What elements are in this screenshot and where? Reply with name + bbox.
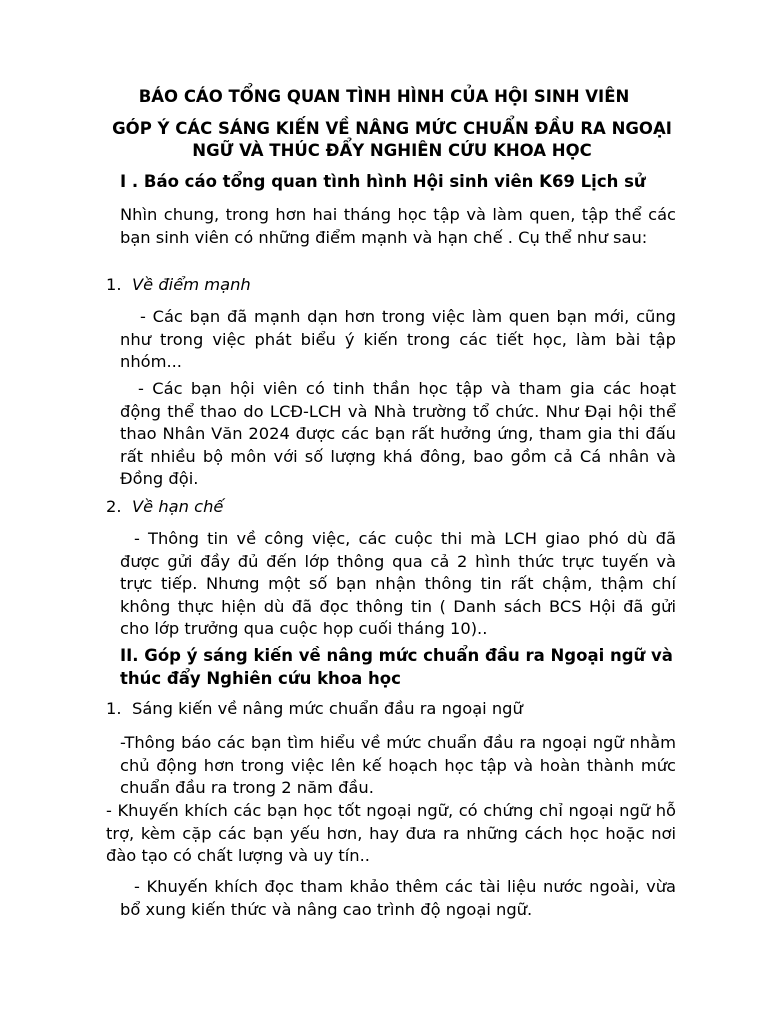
section2-heading: II. Góp ý sáng kiến về nâng mức chuẩn đầu ra Ngoại ngữ và thúc đẩy Nghiên cứu khoa học [120,646,673,688]
strength-item-1: - Các bạn đã mạnh dạn hơn trong việc làm quen bạn mới, cũng như trong việc phát biểu ý kiến trong các tiết học, làm bài tập nhóm... [120,307,676,371]
strengths-label: Về điểm mạnh [132,275,251,294]
weaknesses-label: Về hạn chế [132,497,224,516]
section1-heading: I . Báo cáo tổng quan tình hình Hội sinh viên K69 Lịch sử [120,172,646,191]
weakness-item-1: - Thông tin về công việc, các cuộc thi mà LCH giao phó dù đã được gửi đầy đủ đến lớp thông qua cả 2 hình thức trực tuyến và trực tiếp. Nhưng một số bạn nhận thông tin rất chậm, thậm chí không thực hiện dù đã đọc thông tin ( Danh sách BCS Hội đã gửi cho lớp trưởng qua cuộc họp cuối tháng 10).. [120,529,676,638]
weaknesses-number: 2. [106,497,122,516]
document-title-line2: GÓP Ý CÁC SÁNG KIẾN VỀ NÂNG MỨC CHUẨN ĐẦU RA NGOẠI NGỮ VÀ THÚC ĐẨY NGHIÊN CỨU KHOA HỌC [112,119,672,160]
section1-intro: Nhìn chung, trong hơn hai tháng học tập và làm quen, tập thể các bạn sinh viên có những điểm mạnh và hạn chế . Cụ thể như sau: [120,205,676,247]
initiative1-item-1: -Thông báo các bạn tìm hiểu về mức chuẩn đầu ra ngoại ngữ nhằm chủ động hơn trong việc lên kế hoạch học tập và hoàn thành mức chuẩn đầu ra trong 2 năm đầu. [120,733,676,797]
initiative1-item-3: - Khuyến khích đọc tham khảo thêm các tài liệu nước ngoài, vừa bổ xung kiến thức và nâng cao trình độ ngoại ngữ. [120,877,676,919]
weaknesses-subheading [106,496,223,518]
initiative1-item-2: - Khuyến khích các bạn học tốt ngoại ngữ, có chứng chỉ ngoại ngữ hỗ trợ, kèm cặp các bạn yếu hơn, hay đưa ra những cách học hoặc nơi đào tạo có chất lượng và uy tín.. [106,801,676,865]
document-title-line1: BÁO CÁO TỔNG QUAN TÌNH HÌNH CỦA HỘI SINH VIÊN [138,87,630,106]
initiative1-label: Sáng kiến về nâng mức chuẩn đầu ra ngoại ngữ [132,699,523,718]
initiative1-number: 1. [106,699,122,718]
strength-item-2: - Các bạn hội viên có tinh thần học tập và tham gia các hoạt động thể thao do LCĐ-LCH và Nhà trường tổ chức. Như Đại hội thể thao Nhân Văn 2024 được các bạn rất hưởng ứng, tham gia thi đấu rất nhiều bộ môn với số lượng khá đông, bao gồm cả Cá nhân và Đồng đội. [120,379,676,488]
strengths-subheading [106,274,251,296]
initiative1-subheading [106,698,523,720]
strengths-number: 1. [106,275,122,294]
